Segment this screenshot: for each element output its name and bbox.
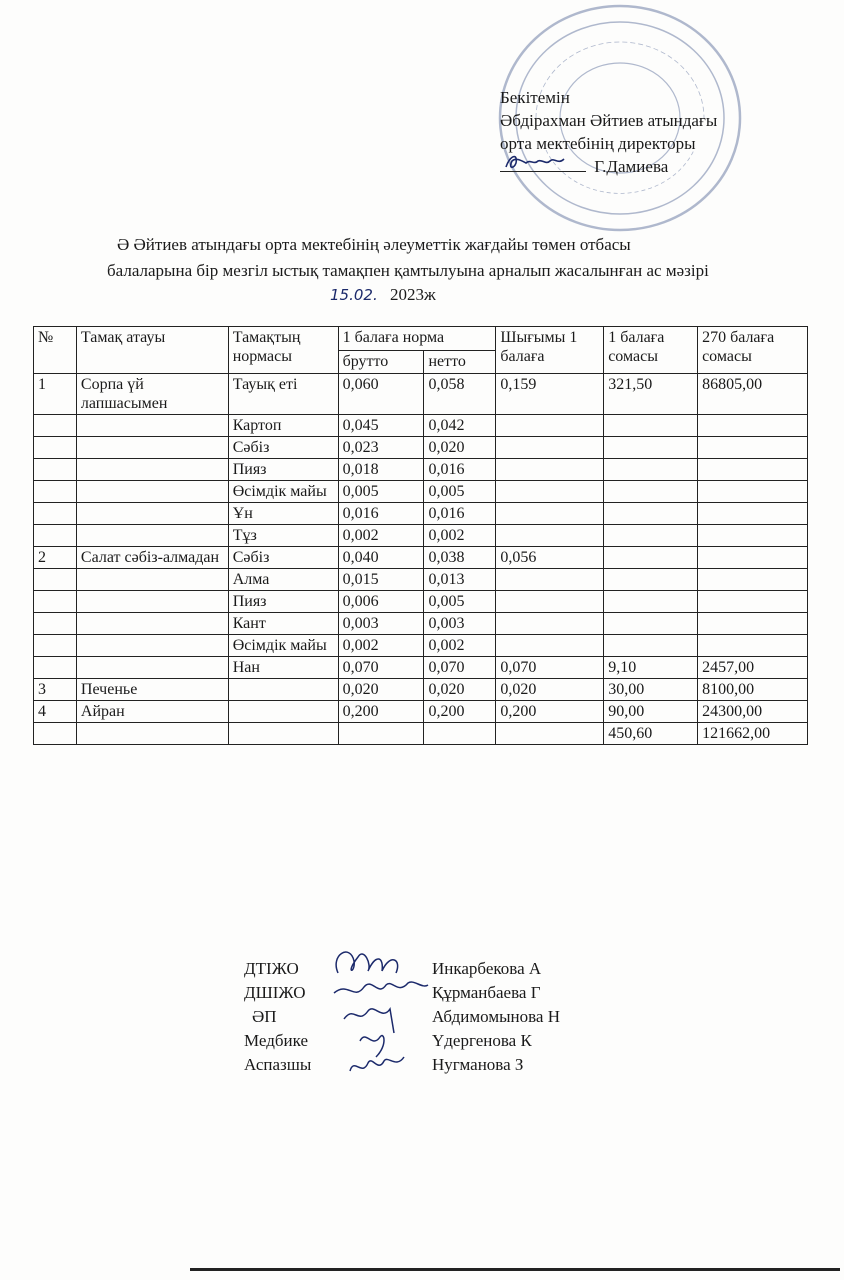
table-row [34,415,808,437]
signatory-role: Аспазшы [244,1055,312,1074]
table-cell: Тауық еті [228,374,338,415]
approval-signature-line [500,155,830,178]
table-cell: 0,015 [338,569,424,591]
table-cell [76,657,228,679]
table-row [34,437,808,459]
table-cell [496,415,604,437]
table-cell [424,723,496,745]
table-row [34,723,808,745]
table-row [34,481,808,503]
table-row [34,679,808,701]
table-cell: 0,020 [424,437,496,459]
table-cell [604,415,698,437]
table-row [34,459,808,481]
table-row [34,591,808,613]
table-cell: Кант [228,613,338,635]
table-cell [34,437,77,459]
table-cell: Ұн [228,503,338,525]
table-cell: 0,200 [496,701,604,723]
signatory-role: ДШІЖО [244,983,306,1002]
table-cell: 0,045 [338,415,424,437]
table-cell [496,481,604,503]
table-cell [496,525,604,547]
table-cell [698,569,808,591]
table-row [34,657,808,679]
menu-table [33,326,808,745]
table-cell: 0,058 [424,374,496,415]
table-cell [604,547,698,569]
table-cell [228,701,338,723]
table-cell: Картоп [228,415,338,437]
table-cell: Тұз [228,525,338,547]
table-cell [604,481,698,503]
table-cell: 30,00 [604,679,698,701]
table-cell: 0,005 [424,591,496,613]
table-row [34,613,808,635]
table-cell: 8100,00 [698,679,808,701]
table-cell: Сәбіз [228,437,338,459]
table-cell: 0,018 [338,459,424,481]
table-cell [34,459,77,481]
table-cell: 0,003 [424,613,496,635]
table-cell [698,613,808,635]
table-cell: 0,200 [338,701,424,723]
table-cell: Сәбіз [228,547,338,569]
table-cell: 0,005 [424,481,496,503]
approval-school: Әбдірахман Әйтиев атындағы [500,111,718,130]
approval-block [500,86,830,178]
approval-title: Бекітемін [500,88,570,107]
table-cell [76,635,228,657]
table-cell: 0,020 [496,679,604,701]
header-norm: Тамақтың нормасы [228,327,338,374]
table-cell [228,723,338,745]
table-cell: 0,003 [338,613,424,635]
table-cell: 9,10 [604,657,698,679]
table-cell [34,525,77,547]
table-cell [698,591,808,613]
table-cell: 450,60 [604,723,698,745]
table-row [34,569,808,591]
table-cell: 0,159 [496,374,604,415]
table-row [34,635,808,657]
table-cell [76,503,228,525]
heading-line-2: балаларына бір мезгіл ыстық тамақпен қамтылуына арналып жасалынған ас мәзірі [107,261,709,280]
table-cell [338,723,424,745]
signatory-role: ДТІЖО [244,959,299,978]
table-cell [604,635,698,657]
table-cell [76,437,228,459]
header-sum-one: 1 балаға сомасы [604,327,698,374]
header-number: № [34,327,77,374]
table-cell [76,459,228,481]
table-cell: 0,038 [424,547,496,569]
table-cell [698,503,808,525]
table-cell [698,547,808,569]
table-cell [604,525,698,547]
table-cell [34,591,77,613]
table-cell [698,635,808,657]
table-cell [34,613,77,635]
table-cell: 0,023 [338,437,424,459]
table-row [34,525,808,547]
table-cell: 0,200 [424,701,496,723]
table-cell: 0,002 [338,525,424,547]
table-row [34,701,808,723]
heading-line-1: Ә Әйтиев атындағы орта мектебінің әлеуметтік жағдайы төмен отбасы [117,235,631,254]
table-cell: 0,020 [424,679,496,701]
table-cell: Алма [228,569,338,591]
header-sum-270: 270 балаға сомасы [698,327,808,374]
table-cell [34,415,77,437]
table-cell [34,481,77,503]
table-cell: 0,002 [424,635,496,657]
table-cell [698,415,808,437]
table-cell: 0,013 [424,569,496,591]
handwritten-signatures-icon [324,945,434,1085]
table-cell: 0,016 [338,503,424,525]
table-cell [496,591,604,613]
signatory-name: Нугманова З [432,1055,524,1074]
approval-position: орта мектебінің директоры [500,134,696,153]
table-cell [698,459,808,481]
table-cell: 0,042 [424,415,496,437]
table-cell [496,635,604,657]
table-cell: 0,056 [496,547,604,569]
table-cell [604,613,698,635]
header-per-child: 1 балаға норма [338,327,496,351]
handwritten-date: 15.02. [330,286,378,304]
table-cell: 0,040 [338,547,424,569]
table-cell: 2457,00 [698,657,808,679]
table-cell: 0,005 [338,481,424,503]
bottom-edge-line [190,1268,840,1271]
signatory-name: Абдимомынова Н [432,1007,560,1026]
table-cell: Сорпа үй лапшасымен [76,374,228,415]
table-cell [604,437,698,459]
table-cell [34,569,77,591]
table-cell: Салат сәбіз-алмадан [76,547,228,569]
table-cell: 0,020 [338,679,424,701]
table-cell: 0,016 [424,503,496,525]
table-cell [76,723,228,745]
table-cell: 2 [34,547,77,569]
table-cell: 0,016 [424,459,496,481]
table-cell [76,613,228,635]
table-cell [76,415,228,437]
header-dish: Тамақ атауы [76,327,228,374]
table-cell: Айран [76,701,228,723]
table-row [34,374,808,415]
table-cell [76,481,228,503]
table-cell: 3 [34,679,77,701]
table-cell: 121662,00 [698,723,808,745]
table-row [34,503,808,525]
director-signature [500,171,586,172]
table-cell [76,525,228,547]
table-cell [496,459,604,481]
table-cell: 0,070 [338,657,424,679]
table-cell [228,679,338,701]
table-cell: Өсімдік майы [228,635,338,657]
table-cell: 0,070 [424,657,496,679]
header-consumption: Шығымы 1 балаға [496,327,604,374]
table-cell: 24300,00 [698,701,808,723]
table-cell: 4 [34,701,77,723]
table-cell [604,591,698,613]
table-cell [76,569,228,591]
table-cell: 0,006 [338,591,424,613]
table-cell: Пияз [228,591,338,613]
table-cell [76,591,228,613]
table-cell: Пияз [228,459,338,481]
table-body [34,374,808,745]
table-cell [496,569,604,591]
table-cell: 0,060 [338,374,424,415]
table-cell: 0,070 [496,657,604,679]
signatory-role: Медбике [244,1031,308,1050]
director-name: Г.Дамиева [594,157,669,176]
table-cell [698,437,808,459]
table-cell: 86805,00 [698,374,808,415]
table-cell: 90,00 [604,701,698,723]
table-cell [698,481,808,503]
table-cell [34,723,77,745]
table-cell [496,613,604,635]
table-header-row [34,327,808,351]
director-signature-icon [500,151,586,173]
table-cell [496,723,604,745]
table-row [34,547,808,569]
signatory-name: Үдергенова К [432,1031,532,1050]
signatures-block [244,957,644,1077]
signatory-name: Құрманбаева Г [432,983,541,1002]
table-cell [604,569,698,591]
table-cell [34,635,77,657]
heading-date [330,283,436,307]
table-cell: 1 [34,374,77,415]
table-cell [604,459,698,481]
table-cell [34,503,77,525]
table-cell [496,503,604,525]
table-cell: Өсімдік майы [228,481,338,503]
table-cell: Печенье [76,679,228,701]
signatory-role: ӘП [252,1007,277,1026]
table-cell [34,657,77,679]
table-cell [496,437,604,459]
table-cell: 0,002 [338,635,424,657]
table-cell: 321,50 [604,374,698,415]
table-cell [698,525,808,547]
table-cell: Нан [228,657,338,679]
heading-year: 2023ж [389,285,436,304]
header-brutto: брутто [338,350,424,374]
signatory-name: Инкарбекова А [432,959,542,978]
table-cell [604,503,698,525]
table-cell: 0,002 [424,525,496,547]
header-netto: нетто [424,350,496,374]
